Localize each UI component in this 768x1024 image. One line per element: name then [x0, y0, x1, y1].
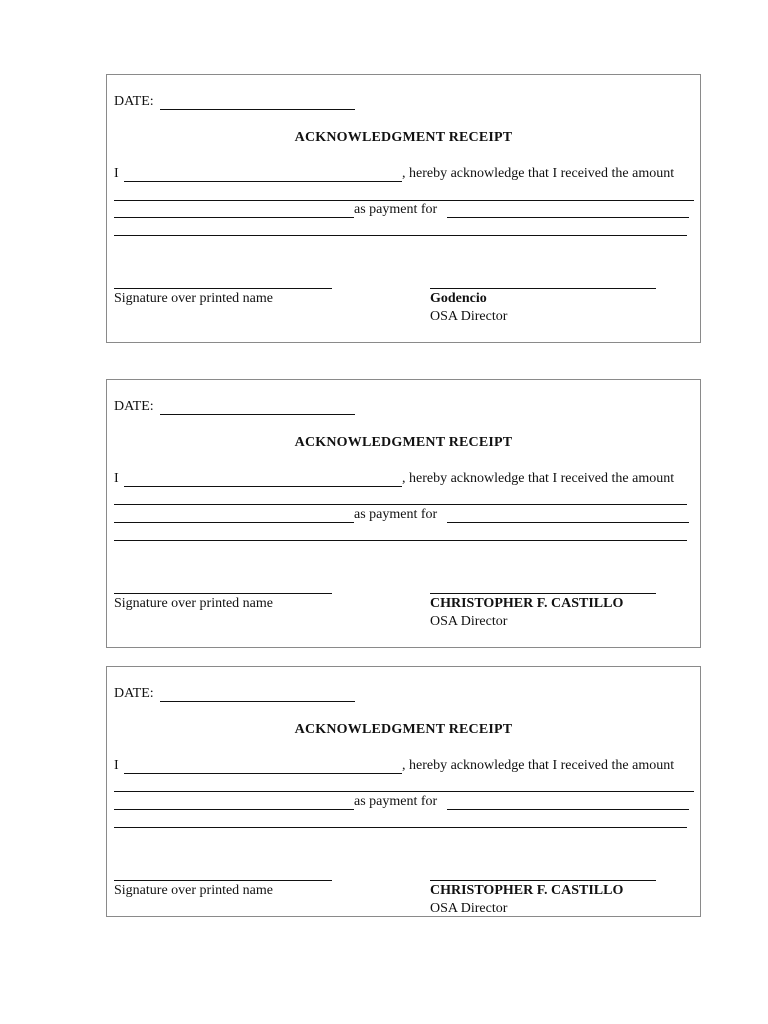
- name-line[interactable]: [124, 181, 402, 182]
- receipt-title: ACKNOWLEDGMENT RECEIPT: [294, 435, 513, 450]
- i-label: I: [114, 758, 119, 773]
- name-line[interactable]: [124, 773, 402, 774]
- receipt-title: ACKNOWLEDGMENT RECEIPT: [294, 130, 513, 145]
- amount-line[interactable]: [114, 791, 694, 792]
- director-title: OSA Director: [430, 901, 508, 916]
- payment-label: as payment for: [354, 507, 438, 522]
- director-signature-line[interactable]: [430, 880, 656, 881]
- signature-label: Signature over printed name: [114, 596, 274, 611]
- acknowledge-text: , hereby acknowledge that I received the amount: [402, 758, 675, 773]
- payment-label: as payment for: [354, 794, 438, 809]
- signature-line[interactable]: [114, 288, 332, 289]
- acknowledge-text: , hereby acknowledge that I received the amount: [402, 471, 675, 486]
- amount-line[interactable]: [114, 200, 694, 201]
- date-label: DATE:: [114, 686, 154, 701]
- director-name: CHRISTOPHER F. CASTILLO: [430, 883, 624, 898]
- director-name: CHRISTOPHER F. CASTILLO: [430, 596, 624, 611]
- director-signature-line[interactable]: [430, 593, 656, 594]
- signature-line[interactable]: [114, 880, 332, 881]
- signature-label: Signature over printed name: [114, 291, 274, 306]
- signature-label: Signature over printed name: [114, 883, 274, 898]
- payment-for-line-2[interactable]: [114, 540, 687, 541]
- director-name: Godencio: [430, 291, 487, 306]
- director-title: OSA Director: [430, 309, 508, 324]
- date-line[interactable]: [160, 701, 355, 702]
- receipt-2: [106, 379, 701, 648]
- amount-line-2[interactable]: [114, 217, 354, 218]
- i-label: I: [114, 471, 119, 486]
- amount-line-2[interactable]: [114, 522, 354, 523]
- receipt-title: ACKNOWLEDGMENT RECEIPT: [294, 722, 513, 737]
- payment-for-line[interactable]: [447, 217, 689, 218]
- payment-for-line-2[interactable]: [114, 827, 687, 828]
- director-signature-line[interactable]: [430, 288, 656, 289]
- date-line[interactable]: [160, 109, 355, 110]
- signature-line[interactable]: [114, 593, 332, 594]
- amount-line-2[interactable]: [114, 809, 354, 810]
- amount-line[interactable]: [114, 504, 687, 505]
- director-title: OSA Director: [430, 614, 508, 629]
- i-label: I: [114, 166, 119, 181]
- acknowledge-text: , hereby acknowledge that I received the amount: [402, 166, 675, 181]
- date-line[interactable]: [160, 414, 355, 415]
- payment-label: as payment for: [354, 202, 438, 217]
- payment-for-line[interactable]: [447, 522, 689, 523]
- date-label: DATE:: [114, 399, 154, 414]
- payment-for-line-2[interactable]: [114, 235, 687, 236]
- date-label: DATE:: [114, 94, 154, 109]
- receipt-3: [106, 666, 701, 917]
- payment-for-line[interactable]: [447, 809, 689, 810]
- receipt-1: [106, 74, 701, 343]
- name-line[interactable]: [124, 486, 402, 487]
